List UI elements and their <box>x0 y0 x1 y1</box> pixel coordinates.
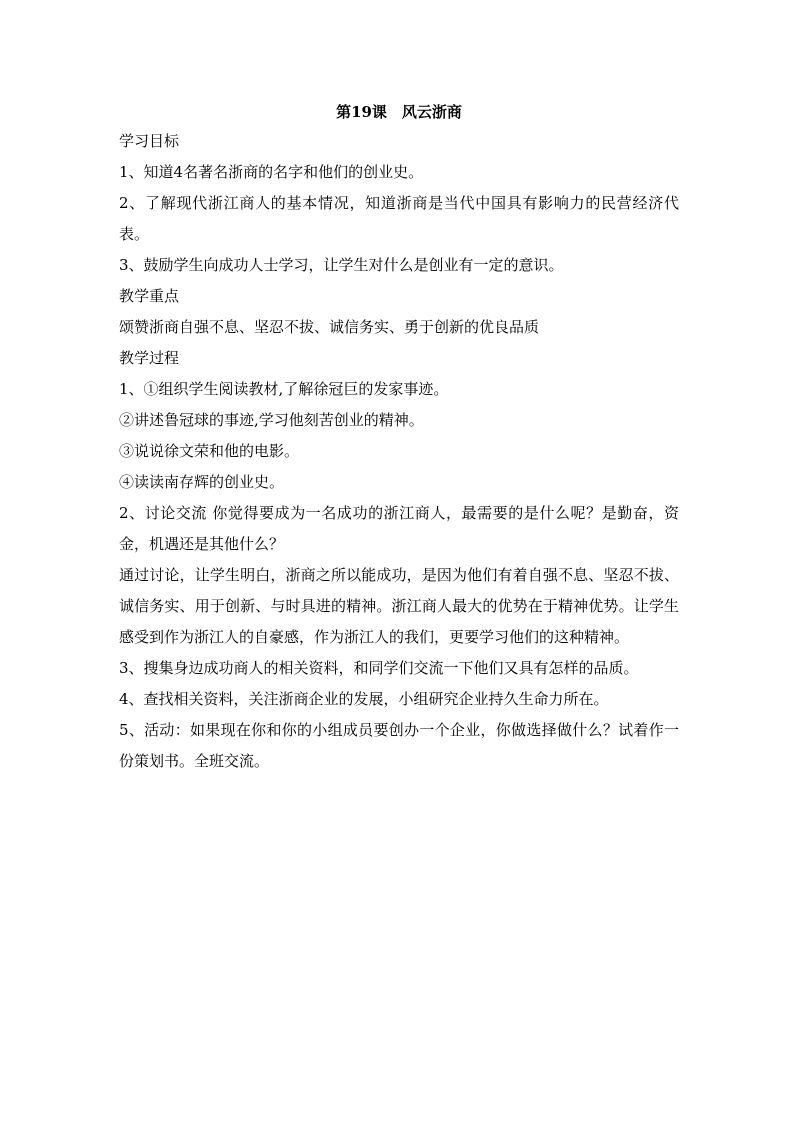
process-step-1b: ②讲述鲁冠球的事迹,学习他刻苦创业的精神。 <box>119 411 424 429</box>
process-step-3: 3、搜集身边成功商人的相关资料，和同学们交流一下他们又具有怎样的品质。 <box>119 659 639 677</box>
focus-heading: 教学重点 <box>119 287 180 305</box>
goal-item-1: 1、知道4名著名浙商的名字和他们的创业史。 <box>119 163 424 181</box>
goal-item-3: 3、鼓励学生向成功人士学习，让学生对什么是创业有一定的意识。 <box>119 256 564 274</box>
process-step-2: 2、讨论交流 你觉得要成为一名成功的浙江商人，最需要的是什么呢？是勤奋，资金，机遇还是其他什么？ <box>119 504 679 553</box>
focus-text: 颂赞浙商自强不息、坚忍不拔、诚信务实、勇于创新的优良品质 <box>119 318 540 336</box>
goals-heading: 学习目标 <box>119 132 180 150</box>
document-page <box>119 98 679 777</box>
process-step-2-result: 通过讨论，让学生明白，浙商之所以能成功，是因为他们有着自强不息、坚忍不拔、诚信务实、用于创新、与时具进的精神。浙江商人最大的优势在于精神优势。让学生感受到作为浙江人的自豪感，作为浙江人的我们，更要学习他们的这种精神。 <box>119 566 679 646</box>
process-heading: 教学过程 <box>119 349 180 367</box>
process-step-1c: ③说说徐文荣和他的电影。 <box>119 442 300 460</box>
goal-item-2: 2、了解现代浙江商人的基本情况，知道浙商是当代中国具有影响力的民营经济代表。 <box>119 194 679 243</box>
process-step-1a: 1、①组织学生阅读教材,了解徐冠巨的发家事迹。 <box>119 380 449 398</box>
document-title: 第19课 风云浙商 <box>336 103 462 121</box>
process-step-5: 5、活动：如果现在你和你的小组成员要创办一个企业，你做选择做什么？试着作一份策划书。全班交流。 <box>119 721 679 770</box>
process-step-1d: ④读读南存辉的创业史。 <box>119 473 285 491</box>
process-step-4: 4、查找相关资料，关注浙商企业的发展，小组研究企业持久生命力所在。 <box>119 690 609 708</box>
